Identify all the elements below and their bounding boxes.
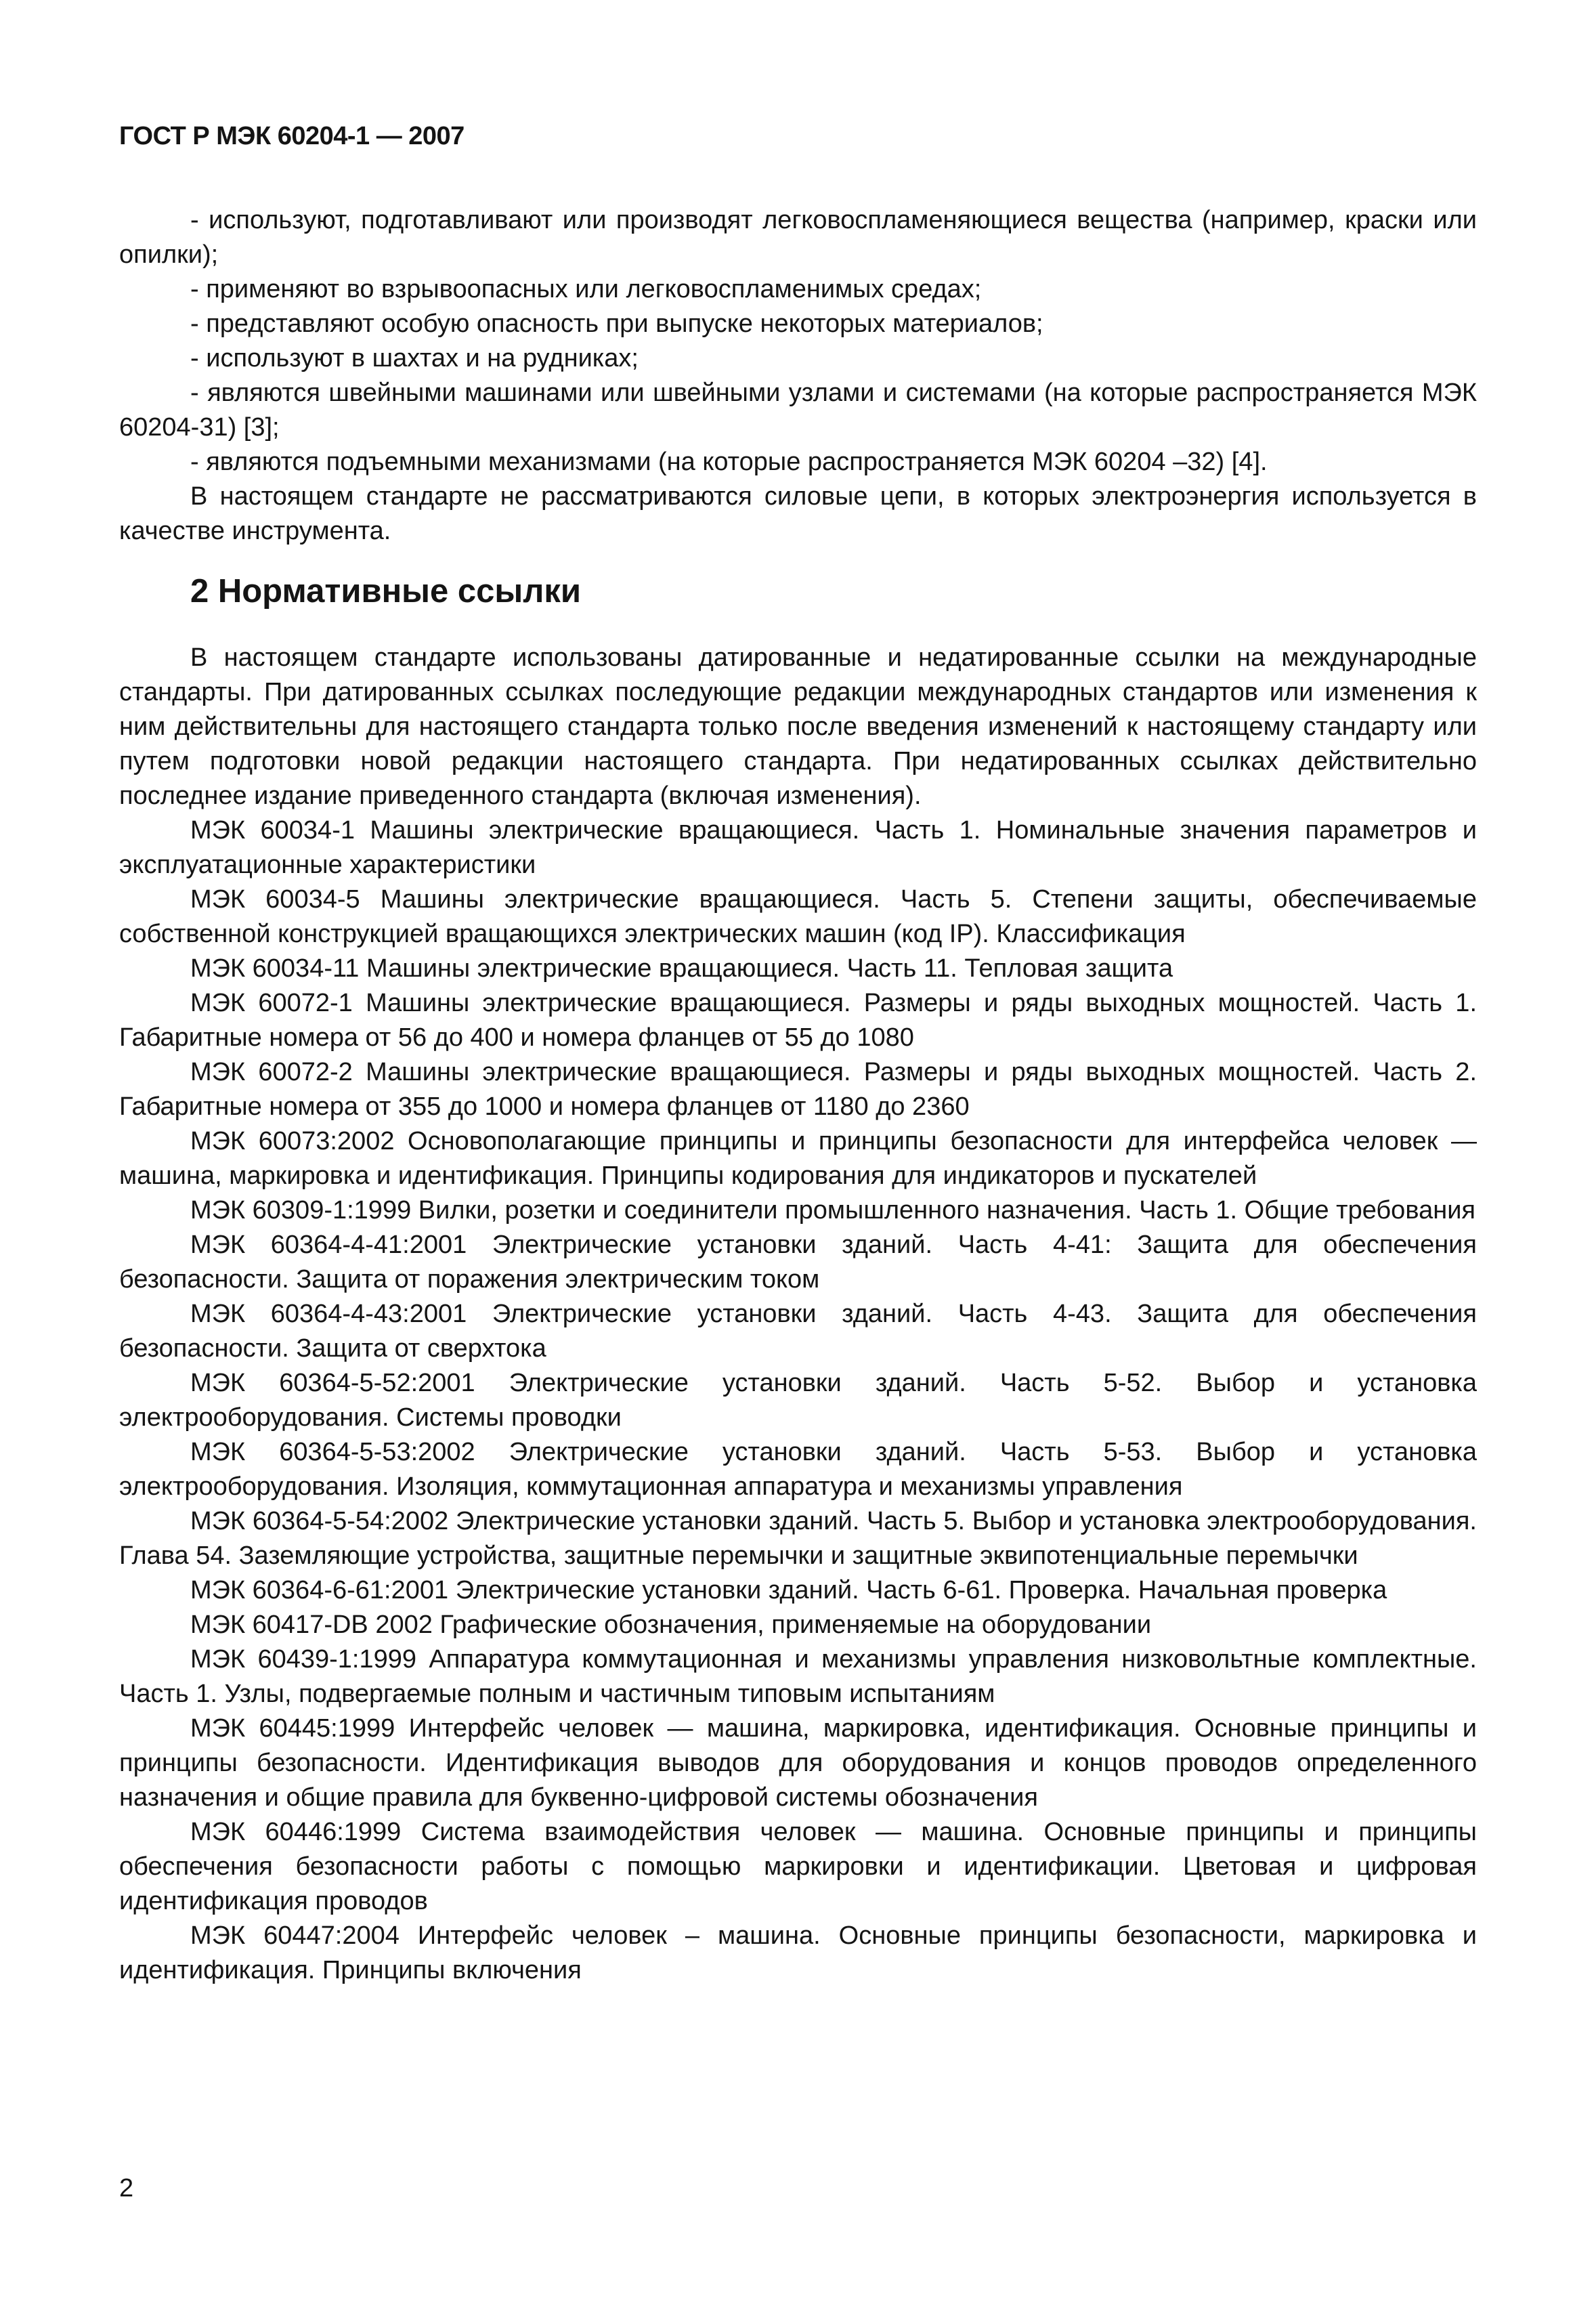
page-body xyxy=(119,203,1477,1988)
reference-item: МЭК 60364-5-54:2002 Электрические установки зданий. Часть 5. Выбор и установка электрооборудования. Глава 54. Заземляющие устройства, защитные перемычки и защитные эквипотенциальные перемычки xyxy=(119,1507,1477,1570)
scope-item: - являются швейными машинами или швейными узлами и системами (на которые распространяется МЭК 60204-31) [3]; xyxy=(119,379,1477,442)
reference-item: МЭК 60309-1:1999 Вилки, розетки и соединители промышленного назначения. Часть 1. Общие требования xyxy=(190,1196,1475,1225)
scope-item: - представляют особую опасность при выпуске некоторых материалов; xyxy=(190,310,1043,338)
intro-paragraph: В настоящем стандарте использованы датированные и недатированные ссылки на международные стандарты. При датированных ссылках последующие редакции международных стандартов или изменения к ним действительны для настоящего стандарта только после введения изменений к настоящему стандарту или путем подготовки новой редакции настоящего стандарта. При недатированных ссылках действительно последнее издание приведенного стандарта (включая изменения). xyxy=(119,643,1477,810)
reference-item: МЭК 60034-11 Машины электрические вращающиеся. Часть 11. Тепловая защита xyxy=(190,954,1173,983)
reference-item: МЭК 60364-4-41:2001 Электрические установки зданий. Часть 4-41: Защита для обеспечения безопасности. Защита от поражения электрическим током xyxy=(119,1231,1477,1294)
reference-item: МЭК 60364-5-52:2001 Электрические установки зданий. Часть 5-52. Выбор и установка электрооборудования. Системы проводки xyxy=(119,1369,1477,1432)
scope-note: В настоящем стандарте не рассматриваются силовые цепи, в которых электроэнергия используется в качестве инструмента. xyxy=(119,482,1477,545)
reference-item: МЭК 60364-5-53:2002 Электрические установки зданий. Часть 5-53. Выбор и установка электрооборудования. Изоляция, коммутационная аппаратура и механизмы управления xyxy=(119,1438,1477,1501)
reference-item: МЭК 60034-1 Машины электрические вращающиеся. Часть 1. Номинальные значения параметров и эксплуатационные характеристики xyxy=(119,816,1477,879)
reference-item: МЭК 60034-5 Машины электрические вращающиеся. Часть 5. Степени защиты, обеспечиваемые собственной конструкцией вращающихся электрических машин (код IP). Классификация xyxy=(119,885,1477,948)
reference-item: МЭК 60364-4-43:2001 Электрические установки зданий. Часть 4-43. Защита для обеспечения безопасности. Защита от сверхтока xyxy=(119,1300,1477,1363)
reference-item: МЭК 60446:1999 Система взаимодействия человек — машина. Основные принципы и принципы обеспечения безопасности работы с помощью маркировки и идентификации. Цветовая и цифровая идентификация проводов xyxy=(119,1818,1477,1915)
reference-item: МЭК 60072-1 Машины электрические вращающиеся. Размеры и ряды выходных мощностей. Часть 1. Габаритные номера от 56 до 400 и номера фланцев от 55 до 1080 xyxy=(119,989,1477,1052)
scope-item: - применяют во взрывоопасных или легковоспламенимых средах; xyxy=(190,275,982,303)
reference-item: МЭК 60445:1999 Интерфейс человек — машина, маркировка, идентификация. Основные принципы и принципы безопасности. Идентификация выводов для оборудования и концов проводов определенного назначения и общие правила для буквенно-цифровой системы обозначения xyxy=(119,1714,1477,1812)
reference-item: МЭК 60447:2004 Интерфейс человек – машина. Основные принципы безопасности, маркировка и идентификация. Принципы включения xyxy=(119,1921,1477,1984)
reference-item: МЭК 60072-2 Машины электрические вращающиеся. Размеры и ряды выходных мощностей. Часть 2. Габаритные номера от 355 до 1000 и номера фланцев от 1180 до 2360 xyxy=(119,1058,1477,1121)
section-title: 2 Нормативные ссылки xyxy=(190,573,581,610)
reference-item: МЭК 60364-6-61:2001 Электрические установки зданий. Часть 6-61. Проверка. Начальная проверка xyxy=(190,1576,1387,1604)
scope-item: - используют, подготавливают или производят легковоспламеняющиеся вещества (например, краски или опилки); xyxy=(119,206,1477,269)
page-header: ГОСТ Р МЭК 60204-1 — 2007 xyxy=(119,122,465,150)
scope-item: - являются подъемными механизмами (на которые распространяется МЭК 60204 –32) [4]. xyxy=(190,448,1268,476)
reference-item: МЭК 60073:2002 Основополагающие принципы и принципы безопасности для интерфейса человек — машина, маркировка и идентификация. Принципы кодирования для индикаторов и пускателей xyxy=(119,1127,1477,1190)
scope-item: - используют в шахтах и на рудниках; xyxy=(190,344,639,373)
reference-item: МЭК 60417-DB 2002 Графические обозначения, применяемые на оборудовании xyxy=(190,1611,1152,1639)
page-number: 2 xyxy=(119,2174,134,2203)
reference-item: МЭК 60439-1:1999 Аппаратура коммутационная и механизмы управления низковольтные комплектные. Часть 1. Узлы, подвергаемые полным и частичным типовым испытаниям xyxy=(119,1645,1477,1708)
